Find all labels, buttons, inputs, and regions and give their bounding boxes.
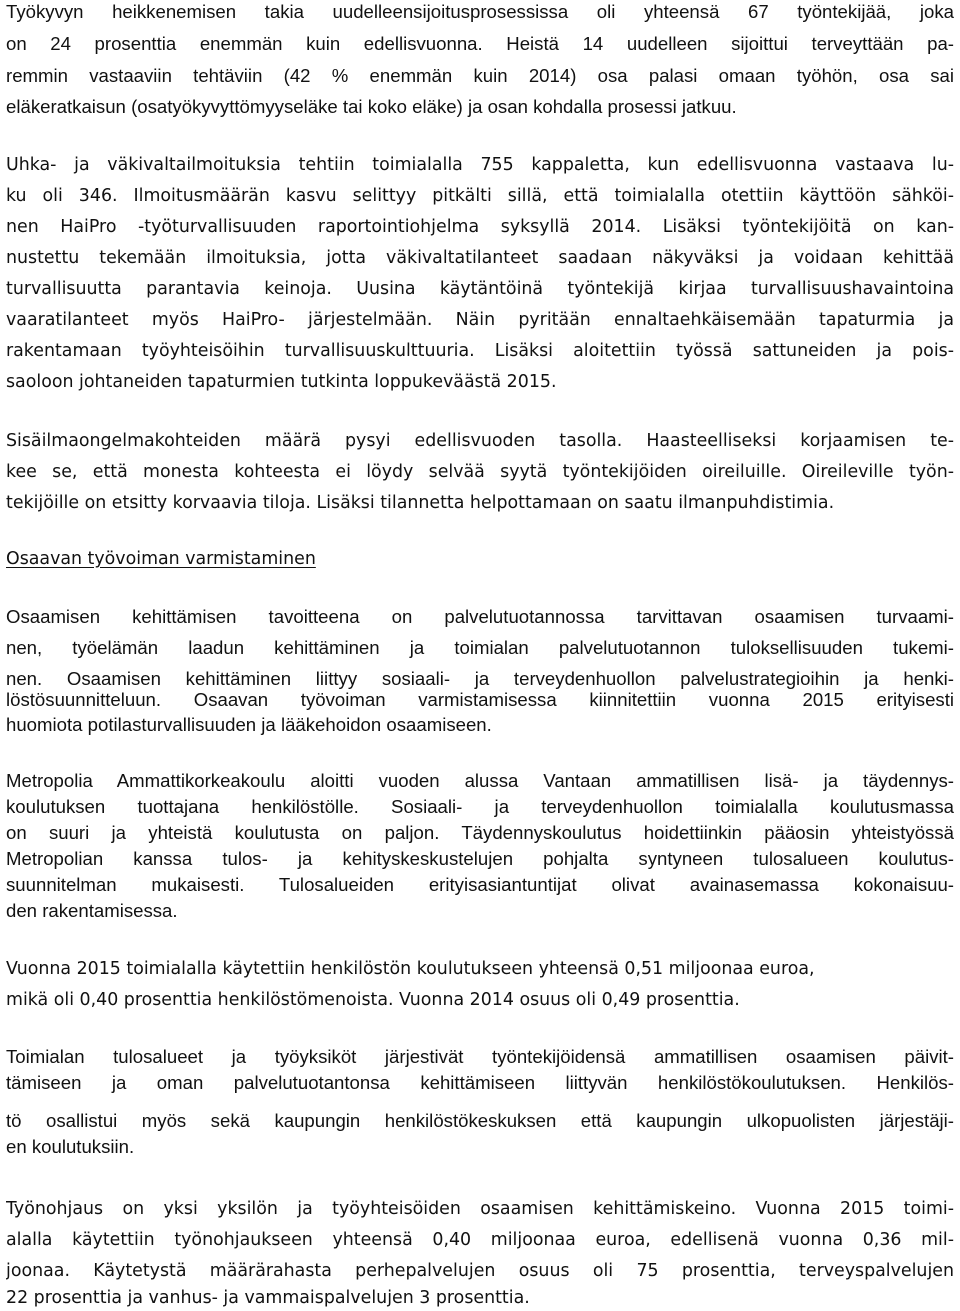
text-line: tö osallistui myös sekä kaupungin henkilöstökeskuksen että kaupungin ulkopuolisten järjestäji- xyxy=(6,1110,954,1131)
text-line: den rakentamisessa. xyxy=(6,900,178,921)
text-line: eläkeratkaisun (osatyökyvyttömyyseläke tai koko eläke) ja osan kohdalla prosessi jatkuu. xyxy=(6,96,737,117)
text-line: turvallisuutta parantavia keinoja. Uusina käytäntöinä työntekijä kirjaa turvallisuushavaintoina xyxy=(6,279,954,299)
text-line: on suuri ja yhteistä koulutusta on paljon. Täydennyskoulutus hoidettiinkin pääosin yhteistyössä xyxy=(6,822,954,843)
text-line: 22 prosenttia ja vanhus- ja vammaispalvelujen 3 prosenttia. xyxy=(6,1288,530,1308)
text-line: rakentamaan työyhteisöihin turvallisuuskulttuuria. Lisäksi aloitettiin työssä sattuneiden ja pois- xyxy=(6,341,954,361)
section-heading xyxy=(6,548,954,572)
section-heading-text: Osaavan työvoiman varmistaminen xyxy=(6,549,316,569)
text-line: on 24 prosenttia enemmän kuin edellisvuonna. Heistä 14 uudelleen sijoittui terveyttään pa- xyxy=(6,33,954,54)
text-line: Vuonna 2015 toimialalla käytettiin henkilöstön koulutukseen yhteensä 0,51 miljoonaa euroa, xyxy=(6,959,815,979)
text-line: Metropolian kanssa tulos- ja kehityskeskustelujen pohjalta syntyneen tulosalueen koulutus- xyxy=(6,848,954,869)
text-line: saoloon johtaneiden tapaturmien tutkinta loppukeväästä 2015. xyxy=(6,372,557,392)
text-line: remmin vastaaviin tehtäviin (42 % enemmän kuin 2014) osa palasi omaan työhön, osa sai xyxy=(6,65,954,86)
text-line: Sisäilmaongelmakohteiden määrä pysyi edellisvuoden tasolla. Haasteelliseksi korjaamisen te- xyxy=(6,431,954,451)
text-line: nen, työelämän laadun kehittäminen ja toimialan palvelutuotannon tuloksellisuuden tukemi- xyxy=(6,637,954,658)
text-line: tämiseen ja oman palvelutuotantonsa kehittämiseen liittyvän henkilöstökoulutuksen. Henkilös- xyxy=(6,1072,954,1093)
text-line: huomiota potilasturvallisuuden ja lääkehoidon osaamiseen. xyxy=(6,714,492,735)
text-line: nen HaiPro -työturvallisuuden raportointiohjelma syksyllä 2014. Lisäksi työntekijöitä on kan- xyxy=(6,217,954,237)
text-line: en koulutuksiin. xyxy=(6,1136,135,1157)
text-line: tekijöille on etsitty korvaavia tiloja. Lisäksi tilannetta helpottamaan on saatu ilmanpuhdistimia. xyxy=(6,493,835,513)
text-line: alalla käytettiin työnohjaukseen yhteensä 0,40 miljoonaa euroa, edellisenä vuonna 0,36 mil- xyxy=(6,1230,954,1250)
text-line: koulutuksen tuottajana henkilöstölle. Sosiaali- ja terveydenhuollon toimialalla koulutusmassa xyxy=(6,796,954,817)
text-line: suunnitelman mukaisesti. Tulosalueiden erityisasiantuntijat olivat avainasemassa kokonaisuu- xyxy=(6,874,954,895)
text-line: Osaamisen kehittämisen tavoitteena on palvelutuotannossa tarvittavan osaamisen turvaami- xyxy=(6,606,954,627)
text-line: kee se, että monesta kohteesta ei löydy selvää syytä työntekijöiden oireiluille. Oireileville työn- xyxy=(6,462,954,482)
text-line: mikä oli 0,40 prosenttia henkilöstömenoista. Vuonna 2014 osuus oli 0,49 prosenttia. xyxy=(6,990,740,1010)
text-line: Työnohjaus on yksi yksilön ja työyhteisöiden osaamisen kehittämiskeino. Vuonna 2015 toimi- xyxy=(6,1199,954,1219)
text-line: nen. Osaamisen kehittäminen liittyy sosiaali- ja terveydenhuollon palvelustrategioihin ja henki- xyxy=(6,668,954,689)
text-line: joonaa. Käytetystä määrärahasta perhepalvelujen osuus oli 75 prosenttia, terveyspalvelujen xyxy=(6,1261,954,1281)
text-line: Metropolia Ammattikorkeakoulu aloitti vuoden alussa Vantaan ammatillisen lisä- ja täydennys- xyxy=(6,770,954,791)
text-line: nustettu tekemään ilmoituksia, jotta väkivaltatilanteet saadaan näkyväksi ja voidaan kehittää xyxy=(6,248,954,268)
text-line: löstösuunnitteluun. Osaavan työvoiman varmistamisessa kiinnitettiin vuonna 2015 erityisesti xyxy=(6,689,954,710)
text-line: Uhka- ja väkivaltailmoituksia tehtiin toimialalla 755 kappaletta, kun edellisvuonna vastaava lu- xyxy=(6,155,954,175)
text-line: vaaratilanteet myös HaiPro- järjestelmään. Näin pyritään ennaltaehkäisemään tapaturmia ja xyxy=(6,310,954,330)
text-line: Toimialan tulosalueet ja työyksiköt järjestivät työntekijöidensä ammatillisen osaamisen päivit- xyxy=(6,1046,954,1067)
text-line: Työkyvyn heikkenemisen takia uudelleensijoitusprosessissa oli yhteensä 67 työntekijää, joka xyxy=(6,1,954,22)
text-line: ku oli 346. Ilmoitusmäärän kasvu selittyy pitkälti sillä, että toimialalla otettiin käyttöön sähköi- xyxy=(6,186,954,206)
